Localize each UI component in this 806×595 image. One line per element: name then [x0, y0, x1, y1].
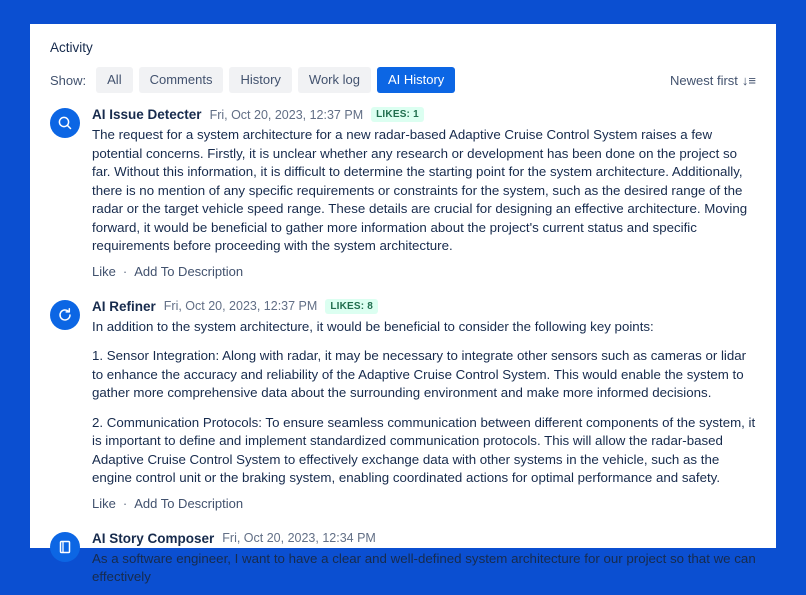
magnifier-icon [56, 114, 74, 132]
comment-actions [92, 264, 756, 279]
page-title: Activity [50, 40, 93, 55]
activity-item-body [92, 299, 756, 511]
comment-actions [92, 496, 756, 511]
activity-item-header [92, 531, 756, 546]
comment-author: AI Story Composer [92, 530, 215, 546]
comment-timestamp: Fri, Oct 20, 2023, 12:37 PM [163, 299, 318, 313]
activity-item-body [92, 107, 756, 279]
filter-tab-ai-history[interactable]: AI History [377, 67, 455, 93]
status-badge: LIKES: 1 [371, 107, 424, 122]
like-button[interactable]: Like [92, 263, 116, 279]
comment-paragraph: As a software engineer, I want to have a clear and well-defined system architecture for our project so that we can effectively [92, 550, 756, 584]
show-label: Show: [50, 72, 87, 88]
comment-paragraph: 2. Communication Protocols: To ensure seamless communication between different components of the system, it is important to define and implement standardized communication protocols. This will allow the radar-based Adaptive Cruise Control System to effectively exchange data with other systems in the vehicle, such as the engine control unit or the braking system, enabling coordinated actions for optimal performance and safety. [92, 414, 756, 485]
comment-paragraph: In addition to the system architecture, it would be beneficial to consider the following key points: [92, 318, 654, 334]
comment-timestamp: Fri, Oct 20, 2023, 12:34 PM [222, 531, 376, 545]
activity-item [50, 531, 756, 595]
avatar [50, 532, 80, 562]
avatar [50, 108, 80, 138]
filter-tab-all[interactable]: All [96, 67, 132, 93]
comment-paragraph: The request for a system architecture for a new radar-based Adaptive Cruise Control System raises a few potential concerns. Firstly, it is unclear whether any research or development has been done on the project so far. Without this information, it is difficult to determine the starting point for the system architecture. Additionally, there is no mention of any specific requirements or constraints for the system, such as the desired range of the radar or the target vehicle speed range. These details are crucial for designing an effective architecture. Moving forward, it would be beneficial to gather more information about the project's current status and specific requirements before proceeding with the system architecture. [92, 127, 748, 253]
comment-timestamp: Fri, Oct 20, 2023, 12:37 PM [209, 107, 364, 122]
book-icon [56, 538, 74, 556]
filter-tab-history[interactable]: History [229, 67, 291, 93]
filter-tab-comments[interactable]: Comments [139, 67, 224, 93]
sort-order-control[interactable] [670, 73, 756, 88]
comment-paragraph: 1. Sensor Integration: Along with radar, it may be necessary to integrate other sensors such as cameras or lidar to enhance the accuracy and reliability of the Adaptive Cruise Control System. This would enable the system to gather more comprehensive data about the surrounding environment and make more informed decisions. [92, 348, 747, 400]
activity-item-header [92, 299, 756, 314]
avatar [50, 300, 80, 330]
activity-item [50, 107, 756, 279]
sort-order-label: Newest first [670, 72, 738, 88]
activity-item-header [92, 107, 756, 122]
activity-section [30, 24, 776, 595]
comment-author: AI Refiner [92, 298, 156, 314]
activity-filter-bar [50, 67, 756, 93]
action-separator: · [122, 495, 128, 511]
refresh-circle-icon [56, 306, 74, 324]
comment-author: AI Issue Detecter [92, 107, 202, 122]
status-badge: LIKES: 8 [325, 299, 378, 314]
add-to-description-button[interactable]: Add To Description [134, 263, 244, 279]
add-to-description-button[interactable]: Add To Description [134, 495, 244, 511]
action-separator: · [122, 263, 128, 279]
sort-descending-icon: ↓≡ [741, 72, 756, 88]
filter-tab-work-log[interactable]: Work log [298, 67, 371, 93]
issue-activity-panel [30, 24, 776, 584]
activity-item-body [92, 531, 756, 595]
like-button[interactable]: Like [92, 495, 116, 511]
activity-item [50, 299, 756, 511]
